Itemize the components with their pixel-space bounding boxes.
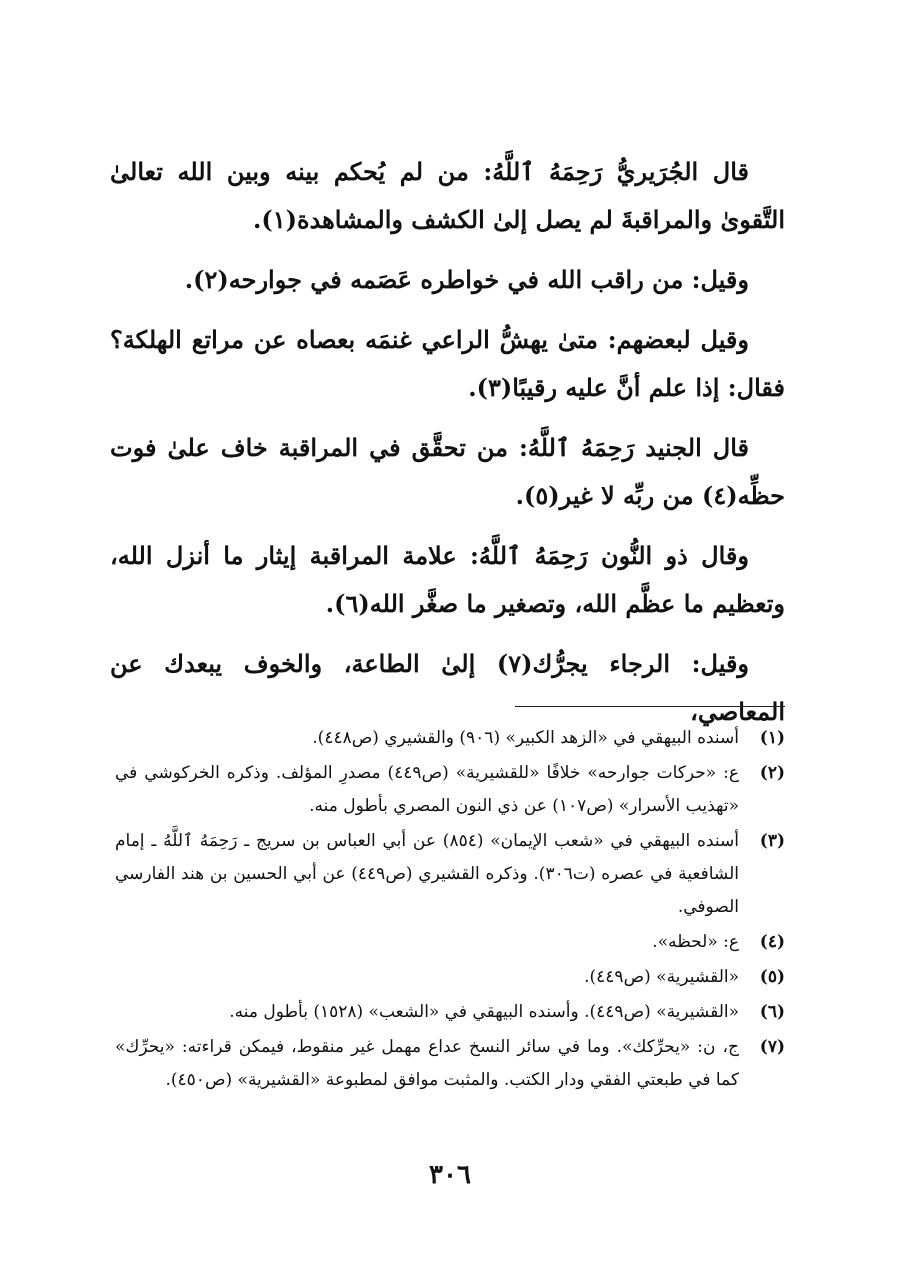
footnote-number: (٢) xyxy=(759,763,785,783)
footnote-text: أسنده البيهقي في «شعب الإيمان» (٨٥٤) عن أبي العباس بن سريج ـ رَحِمَهُ ٱللَّهُ ـ إمام الشافعية في عصره (ت٣٠٦). وذكره القشيري (ص٤٤٩) عن أبي الحسين بن هند الفارسي الصوفي. xyxy=(115,831,740,917)
footnote-6 xyxy=(115,996,785,1029)
footnote-divider xyxy=(515,706,785,707)
footnote-number: (١) xyxy=(759,728,785,748)
footnotes xyxy=(115,722,785,1099)
footnote-text: ع: «لحظه». xyxy=(652,932,739,952)
footnote-2 xyxy=(115,757,785,823)
main-text xyxy=(110,148,785,748)
paragraph-shepherd: وقيل لبعضهم: متىٰ يهشُّ الراعي غنمَه بعصاه عن مراتع الهلكة؟ فقال: إذا علم أنَّ عليه رقيبًا(٣). xyxy=(110,325,785,402)
footnote-4 xyxy=(115,926,785,959)
footnote-number: (٣) xyxy=(759,831,785,851)
paragraph-junayd: قال الجنيد رَحِمَهُ ٱللَّهُ: من تحقَّق في المراقبة خاف علىٰ فوت حظِّه(٤) من ربِّه لا غير(٥). xyxy=(110,433,785,510)
footnote-5 xyxy=(115,961,785,994)
footnote-text: أسنده البيهقي في «الزهد الكبير» (٩٠٦) والقشيري (ص٤٤٨). xyxy=(312,728,739,748)
footnote-7 xyxy=(115,1031,785,1097)
footnote-3 xyxy=(115,825,785,924)
footnote-number: (٥) xyxy=(759,967,785,987)
page-number: ٣٠٦ xyxy=(429,1160,471,1190)
paragraph-raja: وقيل: الرجاء يجرُّك(٧) إلىٰ الطاعة، والخوف يبعدك عن المعاصي، xyxy=(110,649,785,726)
footnote-number: (٦) xyxy=(759,1002,785,1022)
footnote-number: (٧) xyxy=(759,1037,785,1057)
footnote-text: ج، ن: «يحرِّكك». وما في سائر النسخ عداع مهمل غير منقوط، فيمكن قراءته: «يحرِّك» كما في طبعتي الفقي ودار الكتب. والمثبت موافق لمطبوعة «القشيرية» (ص٤٥٠). xyxy=(115,1037,739,1090)
footnote-1 xyxy=(115,722,785,755)
footnote-text: ع: «حركات جوارحه» خلافًا «للقشيرية» (ص٤٤٩) مصدرِ المؤلف. وذكره الخركوشي في «تهذيب الأسرار» (ص١٠٧) عن ذي النون المصري بأطول منه. xyxy=(115,763,739,816)
footnote-number: (٤) xyxy=(759,932,785,952)
footnote-text: «القشيرية» (ص٤٤٩). وأسنده البيهقي في «الشعب» (١٥٢٨) بأطول منه. xyxy=(229,1002,739,1022)
footnote-text: «القشيرية» (ص٤٤٩). xyxy=(584,967,739,987)
paragraph-jurayri: قال الجُرَيريُّ رَحِمَهُ ٱللَّهُ: من لم يُحكم بينه وبين الله تعالىٰ التَّقوىٰ والمراقبةَ لم يصل إلىٰ الكشف والمشاهدة(١). xyxy=(110,157,785,234)
paragraph-dhu-alnun: وقال ذو النُّون رَحِمَهُ ٱللَّهُ: علامة المراقبة إيثار ما أنزل الله، وتعظيم ما عظَّم الله، وتصغير ما صغَّر الله(٦). xyxy=(110,541,785,618)
paragraph-muraqib: وقيل: من راقب الله في خواطره عَصَمه في جوارحه(٢). xyxy=(184,265,749,294)
